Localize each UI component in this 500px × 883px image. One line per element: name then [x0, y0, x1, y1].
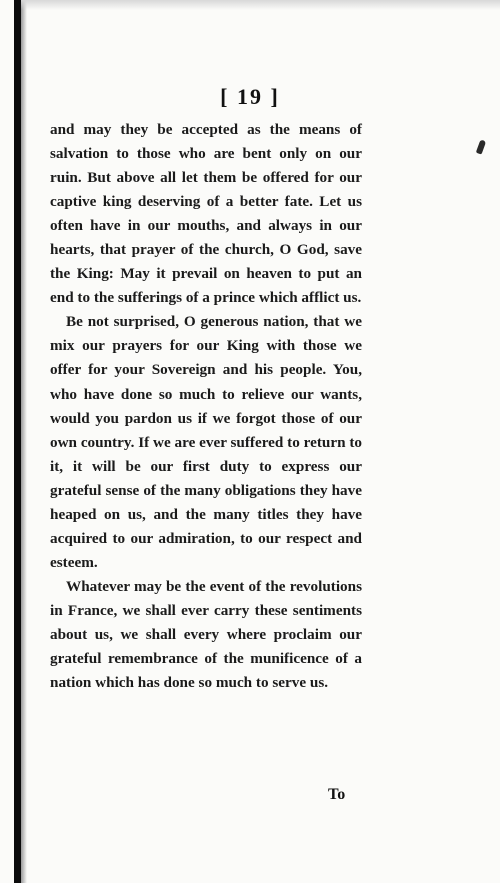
body-text	[50, 118, 362, 695]
gutter-shadow	[21, 0, 27, 883]
top-edge-shade	[21, 0, 500, 10]
paragraph-1: and may they be accepted as the means of salvation to those who are bent only on our ruin. But above all let them be offered for our captive king deserving of a better fate. Let us often have in our mouths, and always in our hearts, that prayer of the church, O God, save the King: May it prevail on heaven to put an end to the sufferings of a prince which afflict us.	[50, 121, 362, 307]
binding-gutter	[14, 0, 21, 883]
catchword: To	[328, 786, 346, 803]
paragraph-3: Whatever may be the event of the revolutions in France, we shall ever carry these sentiments about us, we shall every where proclaim our grateful remembrance of the munificence of a nation which has done so much to serve us.	[50, 577, 362, 692]
page-number: [ 19 ]	[220, 84, 280, 109]
ink-mark	[476, 139, 486, 154]
paragraph-2: Be not surprised, O generous nation, that we mix our prayers for our King with those we offer for your Sovereign and his people. You, who have done so much to relieve our wants, would you pardon us if we forgot those of our own country. If we are ever suffered to return to it, it will be our first duty to express our grateful sense of the many obligations they have heaped on us, and the many titles they have acquired to our admiration, to our respect and esteem.	[50, 313, 362, 571]
